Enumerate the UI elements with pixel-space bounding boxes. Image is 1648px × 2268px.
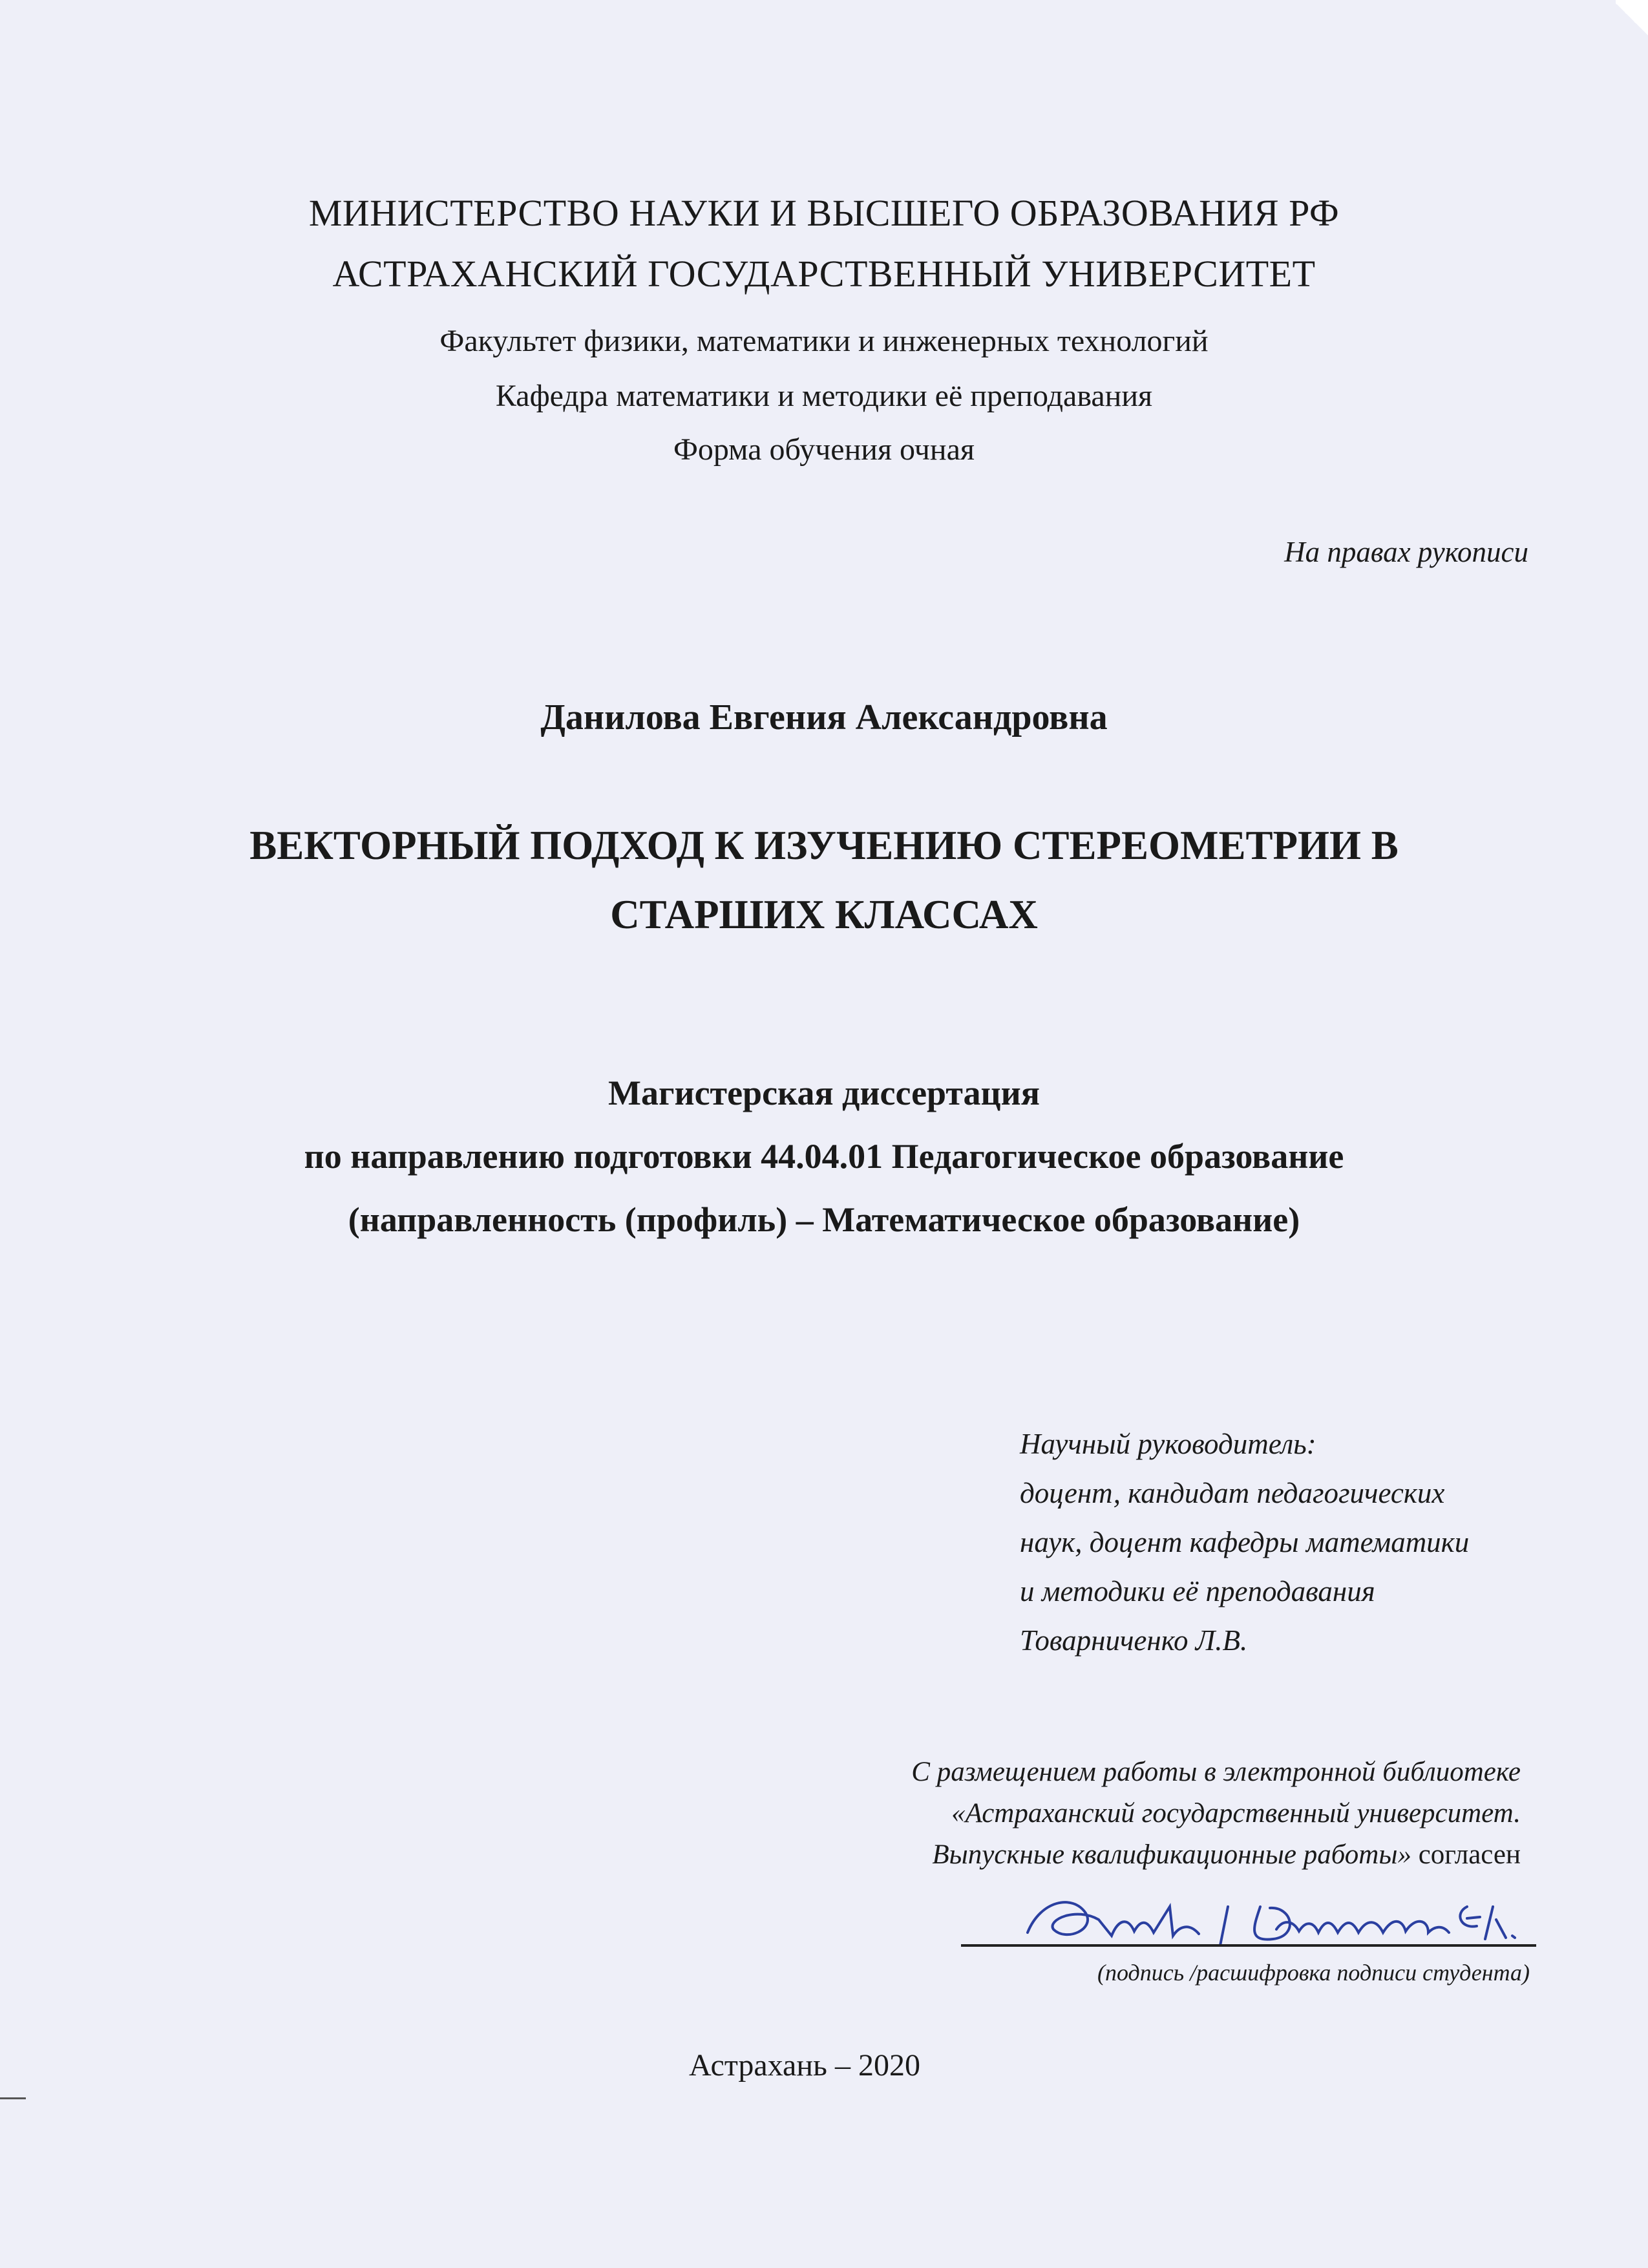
thesis-title-line-2: СТАРШИХ КЛАССАХ (610, 892, 1038, 937)
thesis-title-line-1: ВЕКТОРНЫЙ ПОДХОД К ИЗУЧЕНИЮ СТЕРЕОМЕТРИИ В (249, 823, 1399, 868)
rights-note: На правах рукописи (1284, 536, 1528, 568)
supervisor-title-line-3: и методики её преподавания (1020, 1575, 1375, 1607)
supervisor-label: Научный руководитель: (1020, 1428, 1316, 1460)
scan-edge-mark (0, 2097, 26, 2099)
thesis-type: Магистерская диссертация (607, 1074, 1040, 1112)
consent-line-3 (911, 1834, 1521, 1876)
supervisor-name: Товарниченко Л.В. (1020, 1624, 1248, 1657)
author-name: Данилова Евгения Александровна (540, 697, 1108, 737)
thesis-profile: (направленность (профиль) – Математическое образование) (348, 1200, 1300, 1239)
signature-caption: (подпись /расшифровка подписи студента) (1097, 1960, 1530, 1986)
scan-corner (1616, 0, 1648, 39)
consent-line-3-text: Выпускные квалификационные работы» (932, 1839, 1411, 1870)
student-signature (1015, 1881, 1545, 1958)
ministry-name: МИНИСТЕРСТВО НАУКИ И ВЫСШЕГО ОБРАЗОВАНИЯ РФ (308, 192, 1340, 234)
faculty-name: Факультет физики, математики и инженерных технологий (439, 324, 1209, 358)
supervisor-title-line-1: доцент, кандидат педагогических (1020, 1477, 1445, 1509)
signature-line (961, 1944, 1536, 1947)
consent-line-1: С размещением работы в электронной библиотеке (911, 1757, 1521, 1787)
consent-line-2: «Астраханский государственный университет. (951, 1798, 1521, 1828)
city-year: Астрахань – 2020 (689, 2048, 920, 2083)
consent-agreed: согласен (1418, 1839, 1521, 1870)
department-name: Кафедра математики и методики её преподавания (495, 379, 1153, 413)
supervisor-block (1020, 1419, 1469, 1665)
university-name: АСТРАХАНСКИЙ ГОСУДАРСТВЕННЫЙ УНИВЕРСИТЕТ (332, 253, 1316, 295)
library-consent (911, 1752, 1521, 1876)
study-form: Форма обучения очная (673, 432, 975, 467)
thesis-direction: по направлению подготовки 44.04.01 Педагогическое образование (304, 1137, 1344, 1176)
thesis-title (0, 811, 1648, 949)
supervisor-title-line-2: наук, доцент кафедры математики (1020, 1526, 1470, 1558)
